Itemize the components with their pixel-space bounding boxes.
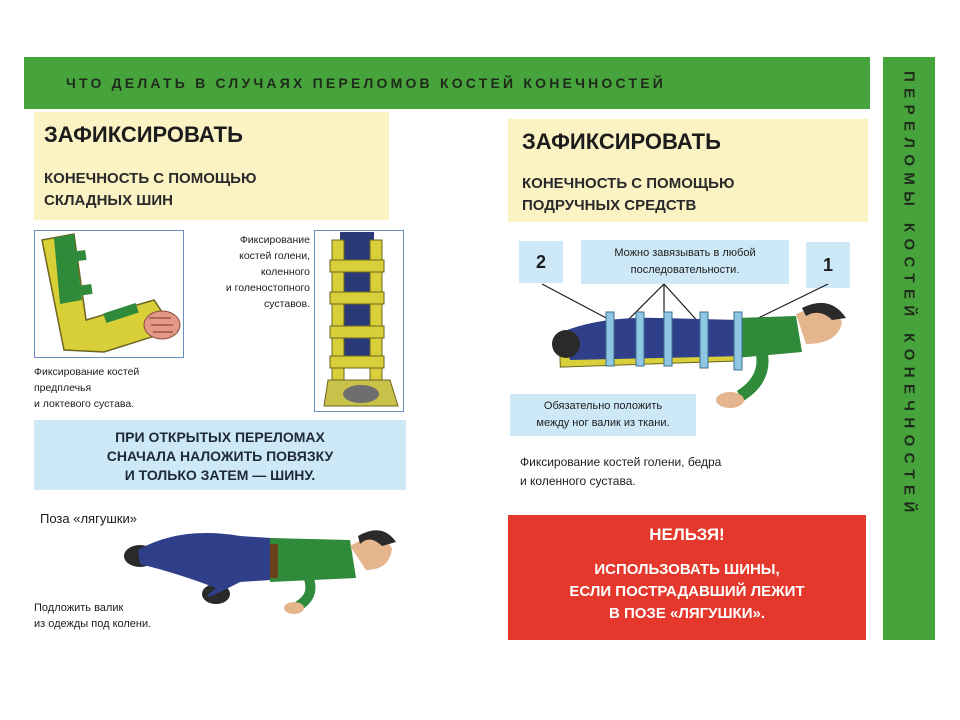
arm-caption-line: и локтевого сустава. [34,398,135,410]
left-subtitle-1: КОНЕЧНОСТЬ С ПОМОЩЬЮ [44,170,257,187]
leg-caption-line: Фиксирование [239,234,310,246]
header-bar [24,57,870,109]
roll-note-line: Обязательно положить [543,400,663,412]
right-subtitle-2: ПОДРУЧНЫХ СРЕДСТВ [522,197,697,214]
arm-caption [34,364,204,412]
roll-note [510,394,696,436]
frog-caption [34,600,234,632]
arm-caption-line: предплечья [34,382,92,394]
side-title: ПЕРЕЛОМЫ КОСТЕЙ КОНЕЧНОСТЕЙ [900,71,918,519]
left-title: ЗАФИКСИРОВАТЬ [44,122,243,147]
leg-splint-illustration [314,230,404,412]
left-subtitle-2: СКЛАДНЫХ ШИН [44,192,173,209]
frog-caption-line: из одежды под колени. [34,618,152,630]
warning-title: НЕЛЬЗЯ! [649,525,725,544]
warning-line: В ПОЗЕ «ЛЯГУШКИ». [608,605,766,622]
open-fracture-callout [34,420,406,490]
header-title: ЧТО ДЕЛАТЬ В СЛУЧАЯХ ПЕРЕЛОМОВ КОСТЕЙ КОНЕЧНОСТЕЙ [66,75,667,91]
left-title-box [34,112,389,220]
roll-note-line: между ног валик из ткани. [536,417,670,429]
right-title-box [508,119,868,222]
step-number-2: 2 [519,241,563,283]
side-bar [883,57,935,640]
open-fracture-line: СНАЧАЛА НАЛОЖИТЬ ПОВЯЗКУ [106,448,334,464]
step-number-1: 1 [806,242,850,288]
tie-note [581,240,789,284]
leg-caption-line: суставов. [264,298,310,310]
leg-caption-line: и голеностопного [225,282,310,294]
right-subtitle-1: КОНЕЧНОСТЬ С ПОМОЩЬЮ [522,175,735,192]
tie-note-line: последовательности. [630,264,740,276]
leg-caption-line: коленного [260,266,310,278]
right-caption-line: и коленного сустава. [520,474,636,488]
leg-caption-line: костей голени, [239,250,310,262]
frog-pose-title: Поза «лягушки» [40,511,137,526]
open-fracture-line: ПРИ ОТКРЫТЫХ ПЕРЕЛОМАХ [115,429,325,445]
arm-caption-line: Фиксирование костей [34,366,140,378]
tie-note-line: Можно завязывать в любой [614,247,756,259]
warning-line: ИСПОЛЬЗОВАТЬ ШИНЫ, [594,561,780,578]
open-fracture-line: И ТОЛЬКО ЗАТЕМ — ШИНУ. [124,467,316,483]
arm-splint-illustration [34,230,184,358]
right-title: ЗАФИКСИРОВАТЬ [522,129,721,154]
right-caption-line: Фиксирование костей голени, бедра [520,455,722,469]
warning-box [508,515,866,640]
frog-caption-line: Подложить валик [34,602,124,614]
leg-caption [188,232,310,312]
right-caption [520,453,820,491]
warning-line: ЕСЛИ ПОСТРАДАВШИЙ ЛЕЖИТ [569,583,805,600]
